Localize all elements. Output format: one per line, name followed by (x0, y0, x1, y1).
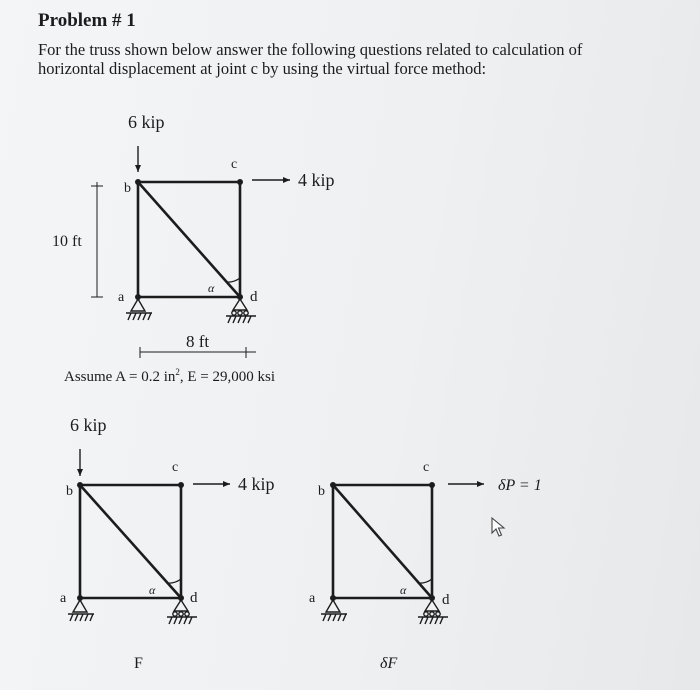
joint-label-d: d (442, 592, 450, 608)
joint-b-node (135, 179, 141, 185)
joint-label-d: d (190, 590, 198, 606)
virtual-load-truss (309, 460, 542, 672)
pin-support-a (126, 299, 152, 320)
main-truss-members (138, 182, 240, 297)
joint-label-b: b (66, 484, 73, 499)
load-label-4kip: 4 kip (298, 170, 335, 190)
height-dimension (91, 182, 103, 297)
joint-c-node (237, 179, 243, 185)
virtual-truss-caption: δF (380, 655, 398, 672)
load-label-6kip: 6 kip (128, 112, 165, 132)
real-truss-caption: F (134, 655, 143, 672)
joint-label-a: a (60, 591, 67, 606)
joint-label-d: d (250, 289, 258, 305)
pin-support-a (68, 600, 94, 621)
assumption-text (64, 367, 275, 386)
width-dimension-label: 8 ft (186, 332, 210, 351)
load-label-4kip: 4 kip (238, 474, 275, 494)
problem-statement-line-1: For the truss shown below answer the following questions related to calculation of (38, 40, 583, 59)
mouse-pointer-icon (490, 516, 506, 538)
height-dimension-label: 10 ft (52, 233, 82, 250)
member-bd (80, 485, 181, 598)
real-truss-members (80, 485, 181, 598)
problem-title: Problem # 1 (38, 10, 136, 31)
angle-label-alpha: α (208, 281, 215, 295)
assumption-exponent: 2 (175, 367, 180, 377)
member-bd (333, 485, 432, 598)
angle-label-alpha: α (400, 583, 407, 597)
joint-label-c: c (172, 460, 179, 475)
angle-label-alpha: α (149, 583, 156, 597)
joint-label-a: a (118, 290, 125, 305)
angle-arc-alpha (167, 579, 181, 583)
virtual-load-label: δP = 1 (498, 477, 542, 494)
problem-statement-line-2: horizontal displacement at joint c by using the virtual force method: (38, 59, 487, 78)
joint-label-a: a (309, 591, 316, 606)
assumption-prefix: Assume A = 0.2 in (64, 369, 176, 385)
pin-support-a (321, 600, 347, 621)
main-truss (52, 112, 335, 358)
load-label-6kip: 6 kip (70, 415, 107, 435)
joint-label-b: b (318, 484, 325, 499)
joint-label-c: c (423, 460, 430, 475)
real-load-truss (60, 415, 275, 672)
joint-label-b: b (124, 181, 131, 196)
member-bd (138, 182, 240, 297)
joint-label-c: c (231, 157, 238, 172)
angle-arc-alpha (226, 278, 240, 282)
virtual-truss-members (333, 485, 432, 598)
assumption-suffix: , E = 29,000 ksi (179, 369, 276, 385)
